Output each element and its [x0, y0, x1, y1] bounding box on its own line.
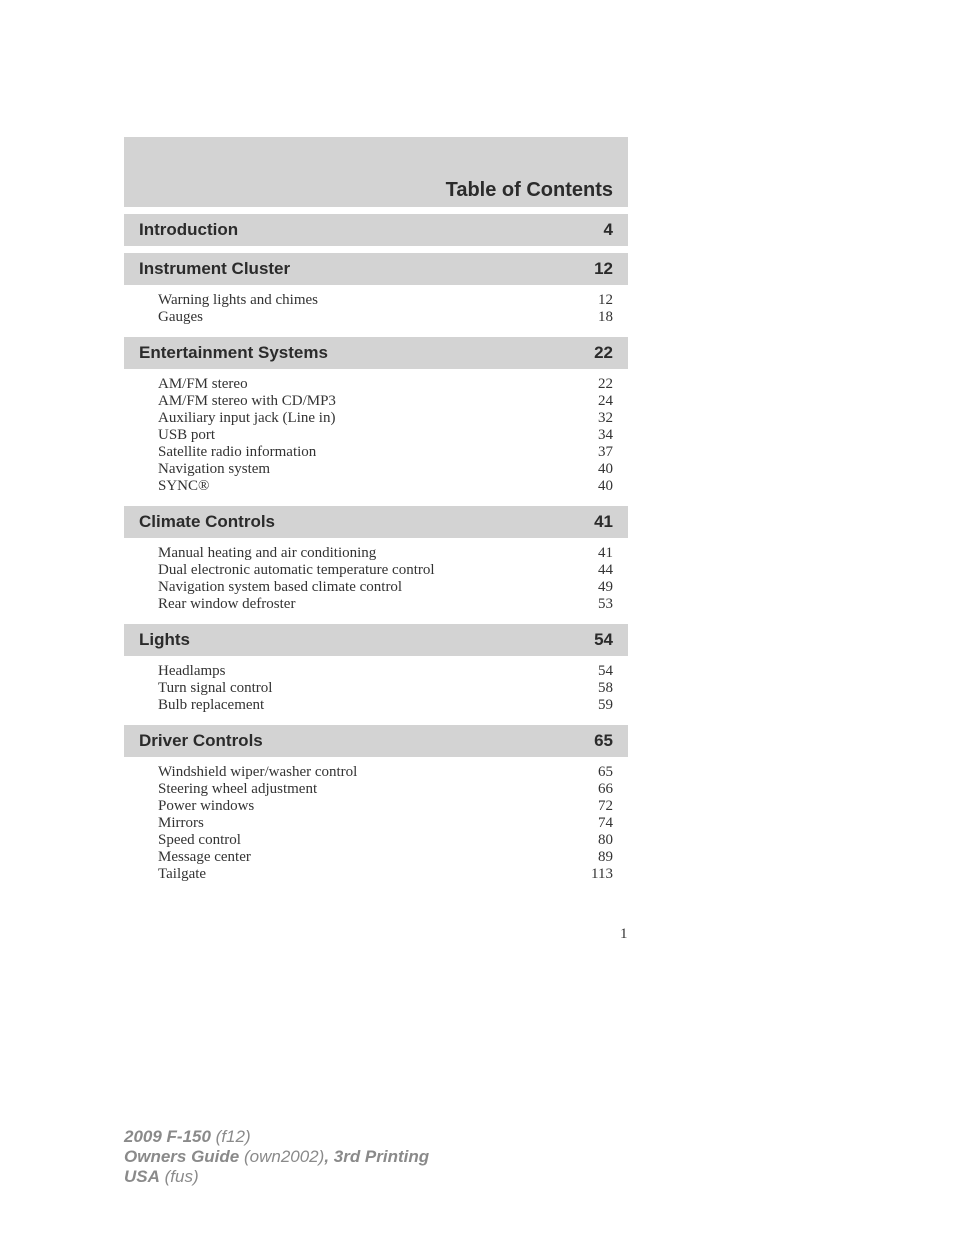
entry-page: 49 [598, 579, 613, 595]
page-number: 1 [620, 926, 628, 942]
section-heading[interactable] [124, 214, 628, 246]
footer-line-3 [124, 1167, 429, 1187]
section-title: Instrument Cluster [139, 259, 291, 278]
section-title: Introduction [139, 220, 239, 239]
toc-section [124, 506, 628, 617]
section-heading[interactable] [124, 725, 628, 757]
footer-region: USA [124, 1167, 160, 1186]
entry-label: Dual electronic automatic temperature control [158, 562, 435, 578]
footer-guide-code: (own2002) [239, 1147, 325, 1166]
entry-page: 41 [598, 545, 613, 561]
entry-page: 44 [598, 562, 613, 578]
entry-page: 40 [598, 461, 613, 477]
section-entries [124, 285, 628, 330]
toc-entry[interactable] [158, 461, 613, 478]
entry-page: 74 [598, 815, 613, 831]
entry-label: Turn signal control [158, 680, 273, 696]
entry-label: Auxiliary input jack (Line in) [158, 410, 336, 426]
entry-page: 34 [598, 427, 613, 443]
section-page: 54 [594, 630, 613, 649]
entry-page: 113 [591, 866, 613, 882]
toc-entry[interactable] [158, 798, 613, 815]
entry-label: Gauges [158, 309, 203, 325]
section-heading[interactable] [124, 506, 628, 538]
footer-model: 2009 F-150 [124, 1127, 211, 1146]
entry-page: 32 [598, 410, 613, 426]
entry-page: 40 [598, 478, 613, 494]
entry-label: Steering wheel adjustment [158, 781, 318, 797]
section-page: 41 [594, 512, 613, 531]
toc-section [124, 725, 628, 887]
toc-entry[interactable] [158, 309, 613, 326]
section-page: 4 [603, 220, 613, 239]
entry-page: 58 [598, 680, 613, 696]
toc-entry[interactable] [158, 376, 613, 393]
entry-label: SYNC® [158, 478, 210, 494]
entry-label: USB port [158, 427, 216, 443]
entry-page: 54 [598, 663, 613, 679]
entry-page: 37 [598, 444, 613, 460]
entry-label: AM/FM stereo [158, 376, 248, 392]
footer-line-2 [124, 1147, 429, 1167]
entry-label: Mirrors [158, 815, 204, 831]
section-heading[interactable] [124, 624, 628, 656]
section-title: Climate Controls [139, 512, 276, 531]
entry-page: 18 [598, 309, 613, 325]
table-of-contents [124, 137, 628, 887]
toc-entry[interactable] [158, 579, 613, 596]
section-entries [124, 757, 628, 887]
toc-entry[interactable] [158, 478, 613, 495]
entry-label: Windshield wiper/washer control [158, 764, 358, 780]
section-title: Lights [139, 630, 190, 649]
toc-section [124, 214, 628, 246]
entry-label: Speed control [158, 832, 241, 848]
page-title: Table of Contents [445, 179, 613, 201]
entry-label: Satellite radio information [158, 444, 317, 460]
footer-model-code: (f12) [210, 1127, 251, 1146]
footer-line-1 [124, 1127, 429, 1147]
section-heading[interactable] [124, 337, 628, 369]
section-title: Entertainment Systems [139, 343, 328, 362]
entry-page: 24 [598, 393, 613, 409]
section-heading[interactable] [124, 253, 628, 285]
entry-label: AM/FM stereo with CD/MP3 [158, 393, 336, 409]
section-entries [124, 656, 628, 718]
entry-label: Warning lights and chimes [158, 292, 319, 308]
entry-page: 12 [598, 292, 613, 308]
toc-entry[interactable] [158, 663, 613, 680]
toc-header [124, 137, 628, 207]
toc-entry[interactable] [158, 764, 613, 781]
footer-printing: , 3rd Printing [324, 1147, 430, 1166]
entry-label: Tailgate [158, 866, 207, 882]
toc-entry[interactable] [158, 849, 613, 866]
entry-page: 80 [598, 832, 613, 848]
toc-entry[interactable] [158, 596, 613, 613]
toc-section [124, 624, 628, 718]
entry-label: Bulb replacement [158, 697, 265, 713]
entry-label: Navigation system based climate control [158, 579, 403, 595]
toc-entry[interactable] [158, 781, 613, 798]
entry-page: 89 [598, 849, 613, 865]
toc-sections [124, 214, 628, 887]
section-page: 12 [594, 259, 613, 278]
toc-entry[interactable] [158, 427, 613, 444]
toc-entry[interactable] [158, 866, 613, 883]
toc-entry[interactable] [158, 680, 613, 697]
footer-region-code: (fus) [159, 1167, 199, 1186]
toc-entry[interactable] [158, 545, 613, 562]
toc-entry[interactable] [158, 832, 613, 849]
entry-label: Navigation system [158, 461, 271, 477]
toc-section [124, 253, 628, 330]
footer [124, 1127, 429, 1187]
entry-label: Power windows [158, 798, 255, 814]
entry-label: Rear window defroster [158, 596, 296, 612]
section-entries [124, 369, 628, 499]
toc-entry[interactable] [158, 697, 613, 714]
entry-page: 66 [598, 781, 613, 797]
section-page: 22 [594, 343, 613, 362]
toc-entry[interactable] [158, 444, 613, 461]
section-title: Driver Controls [139, 731, 263, 750]
entry-label: Manual heating and air conditioning [158, 545, 377, 561]
toc-section [124, 337, 628, 499]
section-entries [124, 538, 628, 617]
toc-entry[interactable] [158, 815, 613, 832]
entry-page: 65 [598, 764, 613, 780]
entry-label: Headlamps [158, 663, 226, 679]
toc-entry[interactable] [158, 393, 613, 410]
entry-label: Message center [158, 849, 251, 865]
footer-guide: Owners Guide [124, 1147, 240, 1166]
entry-page: 59 [598, 697, 613, 713]
toc-entry[interactable] [158, 562, 613, 579]
entry-page: 22 [598, 376, 613, 392]
entry-page: 72 [598, 798, 613, 814]
section-page: 65 [594, 731, 613, 750]
entry-page: 53 [598, 596, 613, 612]
toc-entry[interactable] [158, 410, 613, 427]
toc-entry[interactable] [158, 292, 613, 309]
